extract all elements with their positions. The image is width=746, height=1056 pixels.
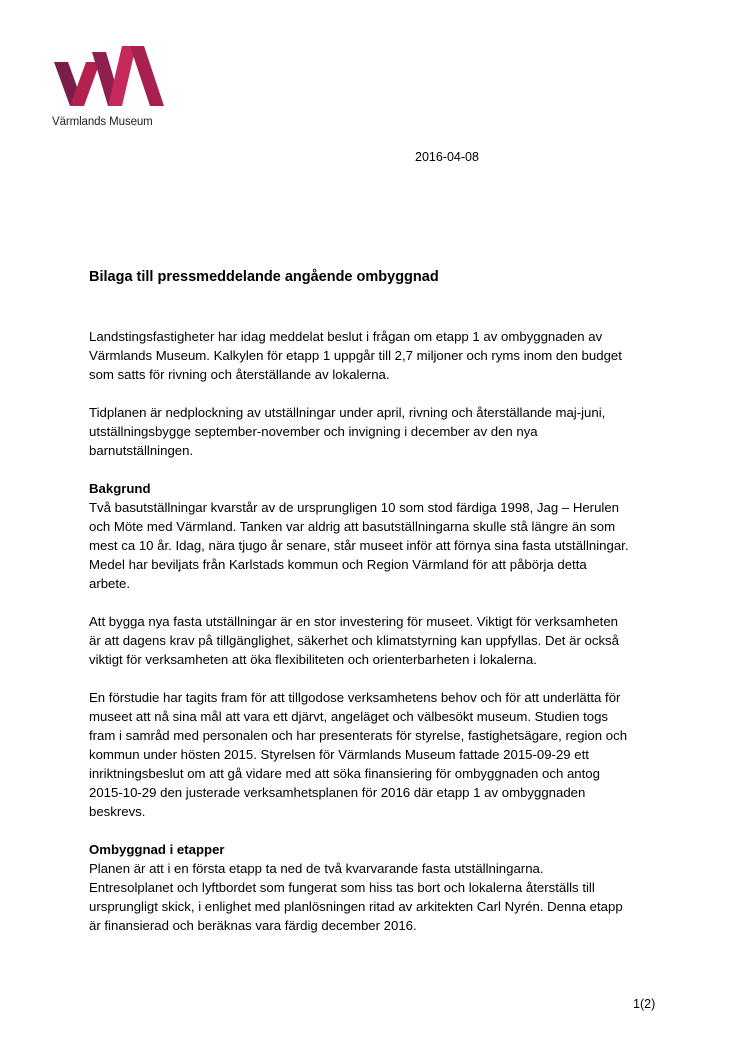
document-date: 2016-04-08 (415, 150, 479, 164)
section-heading-ombyggnad: Ombyggnad i etapper (89, 842, 225, 857)
intro-paragraph: Landstingsfastigheter har idag meddelat beslut i frågan om etapp 1 av ombyggnaden av Värmlands Museum. Kalkylen för etapp 1 uppgår till 2,7 miljoner och ryms inom den budget som satts för rivning och återställande av lokalerna. (89, 329, 622, 382)
document-title: Bilaga till pressmeddelande angående ombyggnad (89, 269, 439, 285)
document-body (89, 327, 674, 954)
vm-logo-mark-icon (52, 44, 168, 110)
timeline-paragraph: Tidplanen är nedplockning av utställningar under april, rivning och återställande maj-juni, utställningsbygge september-november och invigning i december av den nya barnutställningen. (89, 405, 606, 458)
prestudy-paragraph: En förstudie har tagits fram för att tillgodose verksamhetens behov och för att underlätta för museet att nå sina mål att vara ett djärvt, angeläget och välbesökt museum. Studien togs fram i samråd med personalen och har presenterats för styrelse, fastighetsägare, region och kommun under hösten 2015. Styrelsen för Värmlands Museum fattade 2015-09-29 ett inriktningsbeslut om att gå vidare med att söka finansiering för ombyggnaden och antog 2015-10-29 den justerade verksamhetsplanen för 2016 där etapp 1 av ombyggnaden beskrevs. (89, 690, 628, 819)
page-number: 1(2) (633, 997, 656, 1011)
investment-paragraph: Att bygga nya fasta utställningar är en stor investering för museet. Viktigt för verksamheten är att dagens krav på tillgänglighet, säkerhet och klimatstyrning kan uppfyllas. Det är också viktigt för verksamheten att öka flexibiliteten och orienterbarheten i lokalerna. (89, 614, 619, 667)
museum-logo (52, 44, 172, 134)
logo-text: Värmlands Museum (52, 116, 153, 128)
bakgrund-paragraph: Två basutställningar kvarstår av de ursprungligen 10 som stod färdiga 1998, Jag – Herulen och Möte med Värmland. Tanken var aldrig att basutställningarna skulle stå längre än som mest ca 10 år. Idag, nära tjugo år senare, står museet inför att förnya sina fasta utställningar. Medel har beviljats från Karlstads kommun och Region Värmland för att påbörja detta arbete. (89, 500, 629, 591)
ombyggnad-paragraph: Planen är att i en första etapp ta ned de två kvarvarande fasta utställningarna. Entresolplanet och lyftbordet som fungerat som hiss tas bort och lokalerna återställs till ursprungligt skick, i enlighet med planlösningen ritad av arkitekten Carl Nyrén. Denna etapp är finansierad och beräknas vara färdig december 2016. (89, 861, 623, 933)
section-heading-bakgrund: Bakgrund (89, 481, 151, 496)
